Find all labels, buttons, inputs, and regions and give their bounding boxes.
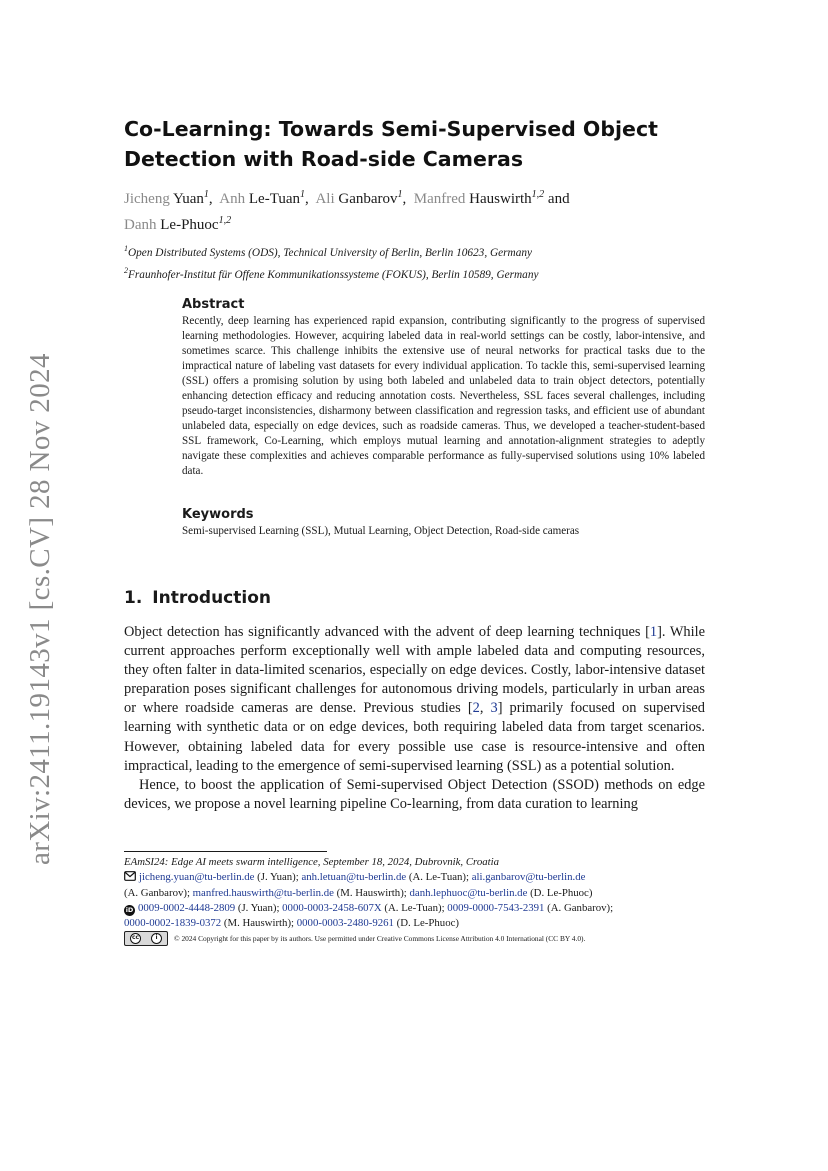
paragraph-text: Object detection has significantly advanced with the advent of deep learning techniques [ xyxy=(124,624,650,640)
affiliation-text: Fraunhofer-Institut für Offene Kommunikationssysteme (FOKUS), Berlin 10589, Germany xyxy=(128,268,539,281)
footnotes xyxy=(124,855,724,931)
author-affiliation-mark: 1,2 xyxy=(531,189,545,200)
email-owner: (M. Hauswirth); xyxy=(333,886,410,899)
license-text: © 2024 Copyright for this paper by its authors. Use permitted under Creative Commons License Attribution 4.0 International (CC BY 4.0). xyxy=(174,934,586,943)
orcid-link[interactable]: 0009-0002-4448-2809 xyxy=(138,901,236,914)
email-owner: (A. Ganbarov); xyxy=(124,886,193,899)
orcid-list xyxy=(124,901,724,932)
email-owner: (A. Le-Tuan); xyxy=(406,871,472,884)
citation-link[interactable]: 3 xyxy=(490,700,498,717)
orcid-owner: (D. Le-Phuoc) xyxy=(393,917,459,930)
section-heading xyxy=(124,588,271,608)
envelope-icon xyxy=(124,871,136,881)
conference-note: EAmSI24: Edge AI meets swarm intelligence, September 18, 2024, Dubrovnik, Croatia xyxy=(124,856,500,868)
author-given-name: Ali xyxy=(315,191,335,207)
author-affiliation-mark: 1 xyxy=(203,189,209,200)
email-list xyxy=(124,870,724,901)
author-affiliation-mark: 1,2 xyxy=(218,215,232,226)
author-family-name: Le-Phuoc xyxy=(160,217,219,233)
license-line xyxy=(124,931,585,946)
author-given-name: Danh xyxy=(124,217,157,233)
keywords-heading: Keywords xyxy=(182,507,254,522)
affiliations xyxy=(124,240,704,284)
author xyxy=(315,191,402,207)
affiliation-text: Open Distributed Systems (ODS), Technical University of Berlin, Berlin 10623, Germany xyxy=(128,246,533,259)
section-title: Introduction xyxy=(152,588,271,608)
paragraph-text: ]. While current approaches perform exceptionally well with ample labeled data and computing resources, they often falter in data-limited scenarios, especially on edge devices. Costly, labor-intensive dataset preparation poses significant challenges for autonomous driving models, particularly in urban areas or where roadside cameras are dense. Previous studies [ xyxy=(124,624,705,717)
author-conjunction: and xyxy=(547,191,570,207)
email-link[interactable]: jicheng.yuan@tu-berlin.de xyxy=(139,871,255,884)
arxiv-identifier: arXiv:2411.19143v1 [cs.CV] 28 Nov 2024 xyxy=(24,353,56,865)
email-link[interactable]: manfred.hauswirth@tu-berlin.de xyxy=(192,886,334,899)
author-affiliation-mark: 1 xyxy=(397,189,403,200)
author-family-name: Ganbarov xyxy=(338,191,398,207)
orcid-link[interactable]: 0000-0003-2458-607X xyxy=(282,901,382,914)
author-list: Jicheng Yuan$^1$, Anh Le-Tuan$^1$, Ali Ganbarov$^1$, Manfred Hauswirth$^{1,2}$ and Danh Le-Phuoc$^{1,2}$ xyxy=(124,189,570,233)
author xyxy=(124,217,231,233)
orcid-owner: (M. Hauswirth); xyxy=(221,917,297,930)
paper-title xyxy=(124,114,684,174)
email-owner: (D. Le-Phuoc) xyxy=(527,886,593,899)
email-link[interactable]: danh.lephuoc@tu-berlin.de xyxy=(409,886,528,899)
citation-link[interactable]: 2 xyxy=(472,700,480,717)
affiliation xyxy=(124,240,704,262)
email-link[interactable]: anh.letuan@tu-berlin.de xyxy=(301,871,407,884)
orcid-icon: iD xyxy=(125,905,134,914)
author xyxy=(414,191,544,207)
author-given-name: Anh xyxy=(219,191,246,207)
orcid-link[interactable]: 0009-0000-7543-2391 xyxy=(447,901,545,914)
author xyxy=(124,191,209,207)
affiliation xyxy=(124,262,704,284)
citation-link[interactable]: 1 xyxy=(649,624,658,640)
orcid-owner: (A. Le-Tuan); xyxy=(381,901,448,914)
cc-icon: cc xyxy=(130,933,141,944)
author-family-name: Yuan xyxy=(173,191,204,207)
by-person-icon: i xyxy=(151,933,162,944)
title-line-2: Detection with Road-side Cameras xyxy=(124,147,524,171)
email-link[interactable]: ali.ganbarov@tu-berlin.de xyxy=(471,871,586,884)
author-family-name: Le-Tuan xyxy=(248,191,300,207)
citation-separator: , xyxy=(479,700,491,717)
paragraph-text: ] primarily focused on supervised learning with synthetic data or on edge devices, both requiring labeled data from target scenarios. However, obtaining labeled data for every possible use case is resource-intensive and often impractical, leading to the emergence of semi-supervised learning (SSL) as a potential solution. xyxy=(124,700,705,774)
author-family-name: Hauswirth xyxy=(469,191,532,207)
keywords-section xyxy=(182,507,705,539)
section-number: 1. xyxy=(124,588,143,608)
author-affiliation-mark: 1 xyxy=(300,189,305,200)
abstract-text: Recently, deep learning has experienced rapid expansion, contributing significantly to the progress of supervised learning methodologies. However, acquiring labeled data in real-world settings can be costly, labor-intensive, and sometimes scarce. This challenge inhibits the extensive use of neural networks for practical tasks due to the impractical nature of labeling vast datasets for every individual application. To tackle this, semi-supervised learning (SSL) offers a promising solution by using both labeled and unlabeled data to train object detectors, potentially enhancing detection efficacy and reducing annotation costs. Nevertheless, SSL faces several challenges, including pseudo-target inconsistencies, disharmony between classification and regression tasks, and efficient use of abundant unlabeled data, especially on edge devices, such as roadside cameras. Thus, we developed a teacher-student-based SSL framework, Co-Learning, which employs mutual learning and annotation-alignment strategies to adeptly navigate these complexities and achieves comparable performance as fully-supervised solutions using 10% labeled data. xyxy=(182,315,705,477)
orcid-owner: (J. Yuan); xyxy=(235,901,283,914)
orcid-link[interactable]: 0000-0003-2480-9261 xyxy=(296,917,394,930)
cc-by-badge-icon xyxy=(124,931,168,946)
author xyxy=(219,191,305,207)
keywords-text: Semi-supervised Learning (SSL), Mutual Learning, Object Detection, Road-side cameras xyxy=(182,525,580,537)
title-line-1: Co-Learning: Towards Semi-Supervised Object xyxy=(124,117,658,141)
author-given-name: Jicheng xyxy=(124,191,170,207)
orcid-owner: (A. Ganbarov); xyxy=(544,901,614,914)
footnote-rule xyxy=(124,851,327,852)
author-given-name: Manfred xyxy=(413,191,466,207)
paragraph: Hence, to boost the application of Semi-supervised Object Detection (SSOD) methods on edge devices, we propose a novel learning pipeline Co-learning, from data curation to learning xyxy=(124,776,705,812)
orcid-link[interactable]: 0000-0002-1839-0372 xyxy=(124,917,222,930)
abstract-heading: Abstract xyxy=(182,297,245,312)
paragraph xyxy=(124,623,705,776)
email-owner: (J. Yuan); xyxy=(254,871,302,884)
abstract-section xyxy=(182,297,705,479)
affiliation-number: 1 xyxy=(124,244,128,253)
affiliation-number: 2 xyxy=(124,265,128,275)
section-body xyxy=(124,623,705,814)
